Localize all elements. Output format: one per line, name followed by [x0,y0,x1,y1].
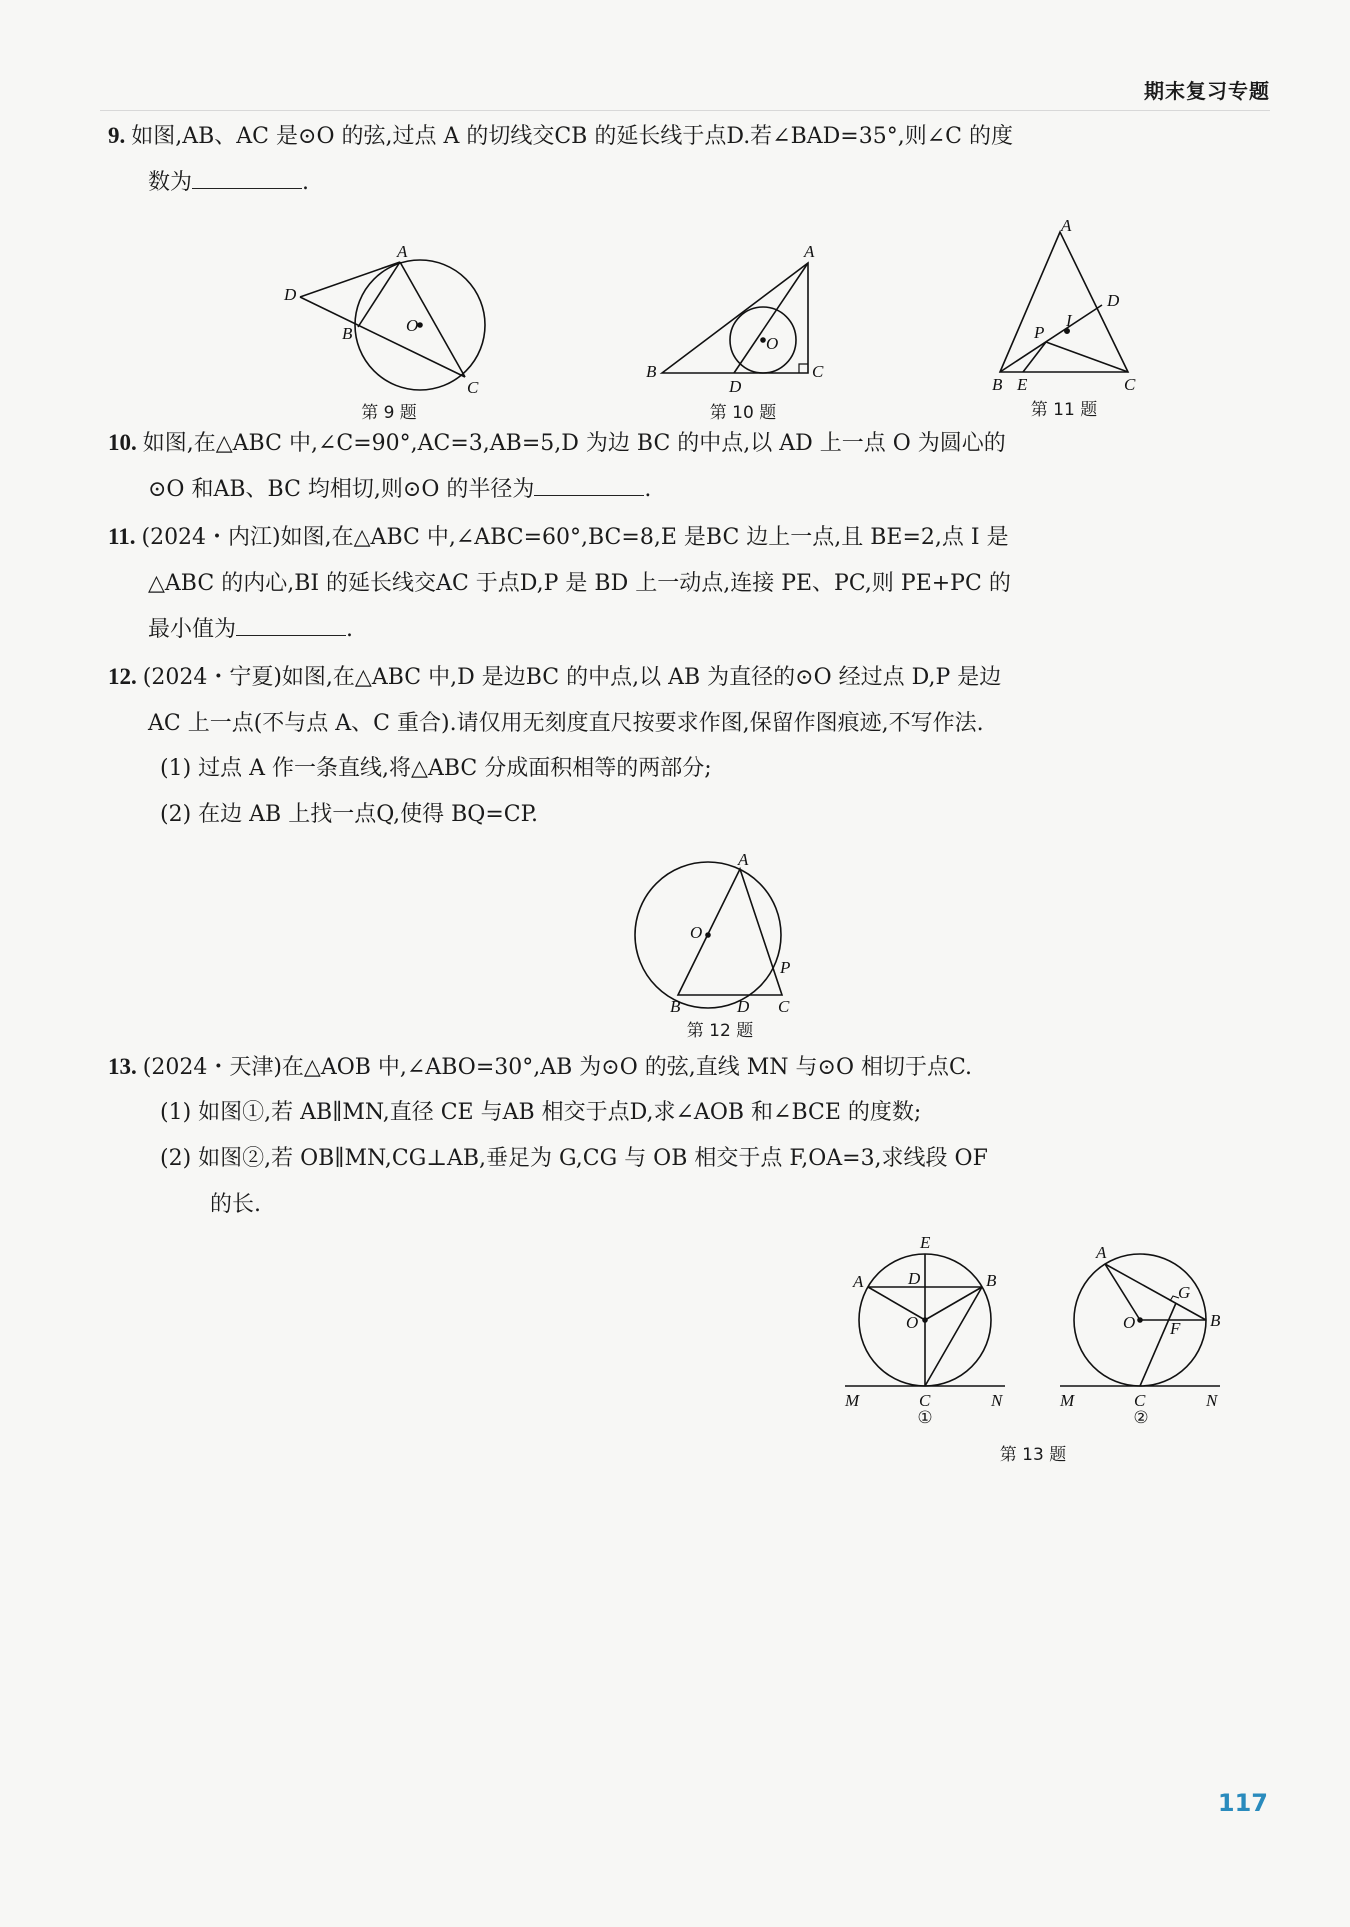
fig13b-label: F [1170,1319,1181,1338]
q11-text3a: 最小值为 [148,617,237,642]
q11-text1: (2024・内江)如图,在△ABC 中,∠ABC=60°,BC=8,E 是BC 边上一点,且 BE=2,点 I 是 [141,525,1009,550]
header-divider [100,110,1270,111]
fig9-label: B [342,324,353,343]
q11-text3b: . [346,617,354,642]
question-12 [108,654,1278,747]
fig13a-label: B [986,1271,997,1290]
caption-fig9: 第 9 题 [361,403,417,423]
fig9-label: O [406,316,419,335]
fig9-label: D [284,285,297,304]
question-9 [108,113,1278,206]
fig10-label: O [766,334,779,353]
fig13b-label: G [1178,1283,1191,1302]
q13-line1 [108,1044,1278,1091]
fig10-label: A [804,242,815,261]
fig12-label: D [737,997,750,1016]
caption-fig13-2: ② [1133,1408,1149,1428]
fig11-label: B [992,375,1003,394]
fig13b-label: C [1134,1391,1146,1410]
fig10-median-AD [734,263,808,373]
fig13a-label: E [920,1233,931,1252]
fig11-line-PE [1023,342,1046,372]
fig13b-label: N [1206,1391,1218,1410]
fig9-label: A [397,242,408,261]
q11-line2: △ABC 的内心,BI 的延长线交AC 于点D,P 是 BD 上一动点,连接 PE、PC,则 PE+PC 的 [148,571,1011,596]
fig11-label: A [1061,216,1072,235]
fig10-label: B [646,362,657,381]
q13-sub2b: 的长. [210,1192,261,1217]
fig13a-line-BC [925,1287,982,1386]
fig13a-line-OB [925,1287,982,1320]
figure-10 [646,242,848,396]
fig13a-label: O [906,1313,919,1332]
q10-text1: 如图,在△ABC 中,∠C=90°,AC=3,AB=5,D 为边 BC 的中点,以 AD 上一点 O 为圆心的 [142,431,1006,456]
q10-text2a: ⊙O 和AB、BC 均相切,则⊙O 的半径为 [148,477,535,502]
fig13b-label: M [1060,1391,1075,1410]
q9-text2b: . [302,170,310,195]
q9-number: 9. [108,123,126,148]
fig11-label: I [1066,311,1072,330]
fig10-label: C [812,362,824,381]
q11-line1 [108,514,1278,561]
fig13a-label: A [853,1272,864,1291]
fig13b-chord-AB [1105,1264,1206,1320]
q12-sub1: (1) 过点 A 作一条直线,将△ABC 分成面积相等的两部分; [160,756,712,781]
q10-text2b: . [644,477,652,502]
q13-sub1: (1) 如图①,若 AB∥MN,直径 CE 与AB 相交于点D,求∠AOB 和∠BCE 的度数; [160,1100,922,1125]
fig9-chord-AB [358,262,400,327]
caption-fig13-1: ① [917,1408,933,1428]
caption-fig12: 第 12 题 [686,1021,754,1041]
fig13b-label: B [1210,1311,1221,1330]
q9-answer-blank[interactable] [192,164,302,189]
q12-sub2: (2) 在边 AB 上找一点Q,使得 BQ=CP. [160,802,538,827]
caption-fig13: 第 13 题 [999,1445,1067,1465]
fig13b-label: O [1123,1313,1136,1332]
fig13a-label: N [991,1391,1003,1410]
fig13b-center-dot [1138,1318,1142,1322]
q9-line2 [108,160,1278,206]
fig11-label: C [1124,375,1136,394]
fig11-label: D [1107,291,1120,310]
q10-line2 [108,467,1278,513]
fig12-label: C [778,997,790,1016]
q9-text1: 如图,AB、AC 是⊙O 的弦,过点 A 的切线交CB 的延长线于点D.若∠BAD=35°,则∠C 的度 [131,124,1013,149]
fig10-right-angle [799,364,808,373]
fig12-label: P [780,958,791,977]
q10-answer-blank[interactable] [534,471,644,496]
fig9-label: C [467,378,479,397]
fig13a-center-dot [923,1318,927,1322]
q13-number: 13. [108,1054,137,1079]
fig13b-label: A [1096,1243,1107,1262]
question-10 [108,420,1278,513]
fig11-line-BD [1000,305,1102,372]
figure-9 [280,242,510,405]
q9-line1 [108,113,1278,160]
fig13a-label: D [908,1269,921,1288]
fig12-label: A [738,850,749,869]
figure-11 [990,216,1140,400]
figure-13-2 [1060,1230,1235,1430]
figure-13-1 [845,1230,1020,1430]
fig13b-line-OA [1105,1264,1140,1320]
fig9-tangent-DA [300,262,400,297]
q13-text1: (2024・天津)在△AOB 中,∠ABO=30°,AB 为⊙O 的弦,直线 MN 与⊙O 相切于点C. [142,1055,973,1080]
fig9-line-DC [300,297,465,377]
q11-answer-blank[interactable] [236,611,346,636]
q12-text1: (2024・宁夏)如图,在△ABC 中,D 是边BC 的中点,以 AB 为直径的⊙O 经过点 D,P 是边 [142,665,1002,690]
q9-text2a: 数为 [148,170,193,195]
fig13b-line-CG [1140,1303,1176,1386]
question-11 [108,514,1278,653]
fig13a-label: M [845,1391,860,1410]
q12-line2: AC 上一点(不与点 A、C 重合).请仅用无刻度直尺按要求作图,保留作图痕迹,不写作法. [148,711,984,736]
fig11-label: P [1034,323,1045,342]
page-number: 117 [1217,1789,1268,1817]
fig9-center-dot [418,323,422,327]
q12-line1 [108,654,1278,701]
q12-number: 12. [108,664,137,689]
fig11-label: E [1017,375,1028,394]
q10-number: 10. [108,430,137,455]
fig10-center-dot [761,338,765,342]
q11-line3 [108,607,1278,653]
caption-fig11: 第 11 题 [1030,400,1098,420]
fig12-label: B [670,997,681,1016]
figure-12 [630,850,810,1016]
question-13 [108,1044,1278,1091]
section-header: 期末复习专题 [1144,79,1270,103]
q10-line1 [108,420,1278,467]
fig12-center-dot [706,933,710,937]
fig13a-label: C [919,1391,931,1410]
q11-number: 11. [108,524,136,549]
caption-fig10: 第 10 题 [709,403,777,423]
q13-sub2a: (2) 如图②,若 OB∥MN,CG⊥AB,垂足为 G,CG 与 OB 相交于点 F,OA=3,求线段 OF [160,1146,988,1171]
fig12-label: O [690,923,703,942]
fig10-label: D [729,377,742,396]
